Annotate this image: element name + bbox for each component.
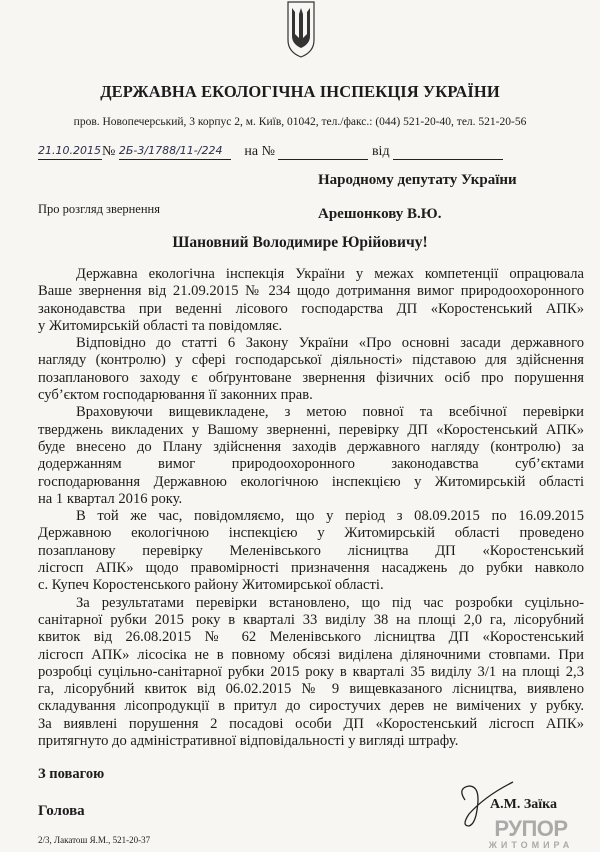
body-line: притягнуто до адміністративної відповідальності у вигляді штрафу.: [38, 733, 459, 750]
recipient-position: Народному депутату України: [318, 172, 517, 188]
body-line: В той же час, повідомляємо, що у період з 08.09.2015 по 16.09.2015: [76, 508, 584, 525]
body-line: на 1 квартал 2016 року.: [38, 490, 183, 507]
body-line: Ваше звернення від 21.09.2015 № 234 щодо дотримання вимог природоохоронного: [38, 283, 584, 300]
body-line: господарювання Державною екологічною інспекцією у Житомирській області: [38, 473, 584, 490]
executor-footer: 2/3, Лакатош Я.М., 521-20-37: [38, 835, 151, 845]
body-line: складування лісопродукції в притул до сиростучих дерев не вимічених у рубку.: [38, 698, 584, 715]
body-line: додержанням вимог природоохоронного законодавства суб’єктами: [38, 456, 584, 473]
body-line: лісгосп АПК» лісосіка не в повному обсязі виділена діляночними стовпами. При: [38, 646, 584, 663]
outgoing-number: 2Б-3/1788/11-/224: [119, 144, 231, 160]
body-line: законодавства при веденні лісового господарства ДП «Коростенський АПК»: [38, 300, 584, 317]
watermark-line2: ЖИТОМИРА: [488, 840, 574, 850]
closing-regards: З повагою: [38, 766, 105, 782]
body-line: нагляду (контролю) у сфері господарської діяльності» підставою для здійснення: [38, 352, 584, 369]
watermark-line1: РУПОР: [494, 816, 568, 841]
trident-emblem-icon: [286, 0, 316, 58]
body-line: лісгосп АПК» щодо правомірності призначення насаджень до рубки навколо: [38, 560, 584, 577]
body-line: позапланового заходу є обґрунтоване звернення фізичних осіб про порушення: [38, 369, 584, 386]
subject: Про розгляд звернення: [38, 202, 160, 216]
recipient-name: Арешонкову В.Ю.: [318, 206, 442, 222]
body-line: у Житомирській області та повідомляє.: [38, 317, 283, 334]
outgoing-date: 21.10.2015: [38, 144, 102, 160]
body-line: га, лісорубний квиток від 06.02.2015 № 9 вищевказаного лісництва, виявлено: [38, 681, 584, 698]
number-label: №: [102, 144, 116, 159]
signer-name: А.М. Заїка: [490, 797, 557, 812]
body-line: Враховуючи вищевикладене, з метою повної та всебічної перевірки: [76, 404, 584, 421]
body-line: За результатами перевірки встановлено, що під час розробки суцільно-: [76, 594, 584, 611]
body-line: санітарної рубки 2015 року в кварталі 33 виділу 38 на площі 2,0 га, лісорубний: [38, 611, 584, 628]
body-line: тверджень викладених у Вашому зверненні, перевірку ДП «Коростенський АПК»: [38, 421, 584, 438]
body-line: с. Купеч Коростенського району Житомирської області.: [38, 577, 384, 594]
body-line: квиток від 26.08.2015 № 62 Меленівського лісництва ДП «Коростенський: [38, 629, 584, 646]
reference-line: [38, 144, 594, 164]
organization-title: ДЕРЖАВНА ЕКОЛОГІЧНА ІНСПЕКЦІЯ УКРАЇНИ: [100, 82, 500, 101]
body-line: розробці суцільно-санітарної рубки 2015 року в кварталі 35 виділу 3/1 на площі 2,3: [38, 663, 584, 680]
body-line: позапланову перевірку Меленівського лісництва ДП «Коростенський: [38, 542, 584, 559]
incoming-number-blank: [278, 144, 368, 160]
signer-title: Голова: [38, 803, 85, 819]
greeting: Шановний Володимире Юрійовичу!: [172, 234, 428, 251]
watermark-logo: [476, 817, 586, 851]
letter-body: [38, 266, 584, 750]
body-line: буде внесено до Плану здійснення заходів державного нагляду (контролю) за: [38, 438, 584, 455]
organization-address: пров. Новопечерський, 3 корпус 2, м. Київ, 01042, тел./факс.: (044) 521-20-40, тел. 521-20-56: [73, 116, 527, 128]
incoming-date-blank: [393, 144, 503, 160]
on-number-label: на №: [244, 144, 275, 159]
body-line: суб’єктом господарювання її законних прав.: [38, 387, 313, 404]
body-line: Відповідно до статті 6 Закону України «Про основні засади державного: [76, 335, 584, 352]
from-label: від: [371, 144, 390, 159]
body-line: Державною екологічною інспекцією у Житомирській області проведено: [38, 525, 584, 542]
body-line: Державна екологічна інспекція України у межах компетенції опрацювала: [76, 266, 584, 282]
body-line: За виявлені порушення 2 посадові особи ДП «Коростенський лісгосп АПК»: [38, 715, 584, 732]
